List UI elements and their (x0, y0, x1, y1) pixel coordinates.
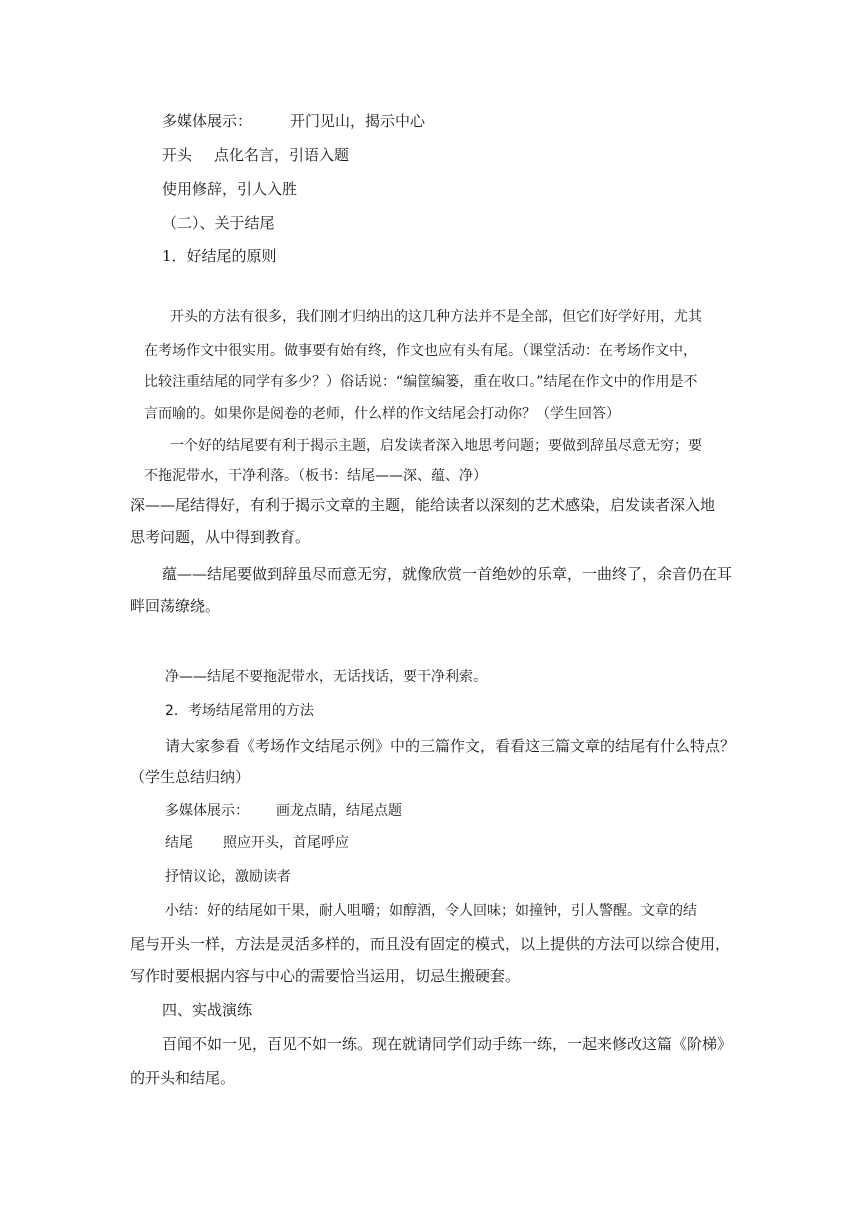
yun-line: 蕴——结尾要做到辞虽尽而意无穷，就像欣赏一首绝妙的乐章，一曲终了，余音仍在耳 (162, 565, 733, 583)
summary-line: 小结：好的结尾如干果，耐人咀嚼；如醇酒，令人回味；如撞钟，引人警醒。文章的结 (165, 903, 697, 919)
opening-label: 开头 (162, 146, 193, 164)
yun-line: 畔回荡缭绕。 (130, 597, 221, 615)
ending-value: 照应开头，首尾呼应 (223, 835, 349, 851)
summary-line: 写作时要根据内容与中心的需要恰当运用，切忌生搬硬套。 (130, 967, 521, 985)
opening-line (162, 145, 349, 165)
section-heading: （二）、关于结尾 (162, 214, 275, 232)
opening-value: 点化名言，引语入题 (214, 146, 350, 164)
summary-line: 尾与开头一样，方法是灵活多样的，而且没有固定的模式，以上提供的方法可以综合使用， (130, 935, 731, 953)
paragraph-line: （学生总结归纳） (130, 768, 251, 786)
practice-line: 百闻不如一见，百见不如一练。现在就请同学们动手练一练，一起来修改这篇《阶梯》 (162, 1035, 733, 1053)
deep-line: 思考问题，从中得到教育。 (130, 528, 311, 546)
multimedia-line-2 (165, 801, 402, 821)
rhetoric-line: 使用修辞，引人入胜 (162, 180, 298, 198)
item-heading: 2．考场结尾常用的方法 (165, 703, 314, 719)
multimedia-label: 多媒体展示： (165, 803, 249, 819)
multimedia-value: 开门见山，揭示中心 (290, 112, 426, 130)
deep-line: 深——尾结得好，有利于揭示文章的主题，能给读者以深刻的艺术感染，启发读者深入地 (130, 496, 716, 514)
lyric-line: 抒情议论，激励读者 (165, 869, 291, 885)
paragraph-line: 开头的方法有很多，我们刚才归纳出的这几种方法并不是全部，但它们好学好用，尤其 (170, 309, 702, 325)
practice-line: 的开头和结尾。 (130, 1069, 236, 1087)
section-heading: 四、实战演练 (162, 1001, 253, 1019)
ending-label: 结尾 (165, 835, 193, 851)
item-heading: 1．好结尾的原则 (162, 247, 277, 265)
jing-line: 净——结尾不要拖泥带水，无话找话，要干净利索。 (165, 669, 487, 685)
paragraph-line: 在考场作文中很实用。做事要有始有终，作文也应有头有尾。（课堂活动：在考场作文中， (144, 343, 697, 359)
multimedia-value: 画龙点睛，结尾点题 (276, 803, 402, 819)
multimedia-label: 多媒体展示： (162, 112, 253, 130)
paragraph-line: 比较注重结尾的同学有多少？）俗话说：“编筐编篓，重在收口。”结尾在作文中的作用是不 (144, 374, 698, 390)
paragraph-line: 不拖泥带水，干净利落。（板书：结尾——深、蕴、净） (144, 468, 487, 484)
paragraph-line: 一个好的结尾要有利于揭示主题，启发读者深入地思考问题；要做到辞虽尽意无穷；要 (170, 438, 702, 454)
ending-line (165, 833, 349, 853)
paragraph-line: 言而喻的。如果你是阅卷的老师，什么样的作文结尾会打动你？（学生回答） (144, 406, 620, 422)
paragraph-line: 请大家参看《考场作文结尾示例》中的三篇作文，看看这三篇文章的结尾有什么特点？ (165, 737, 736, 755)
multimedia-line-1 (162, 111, 425, 131)
